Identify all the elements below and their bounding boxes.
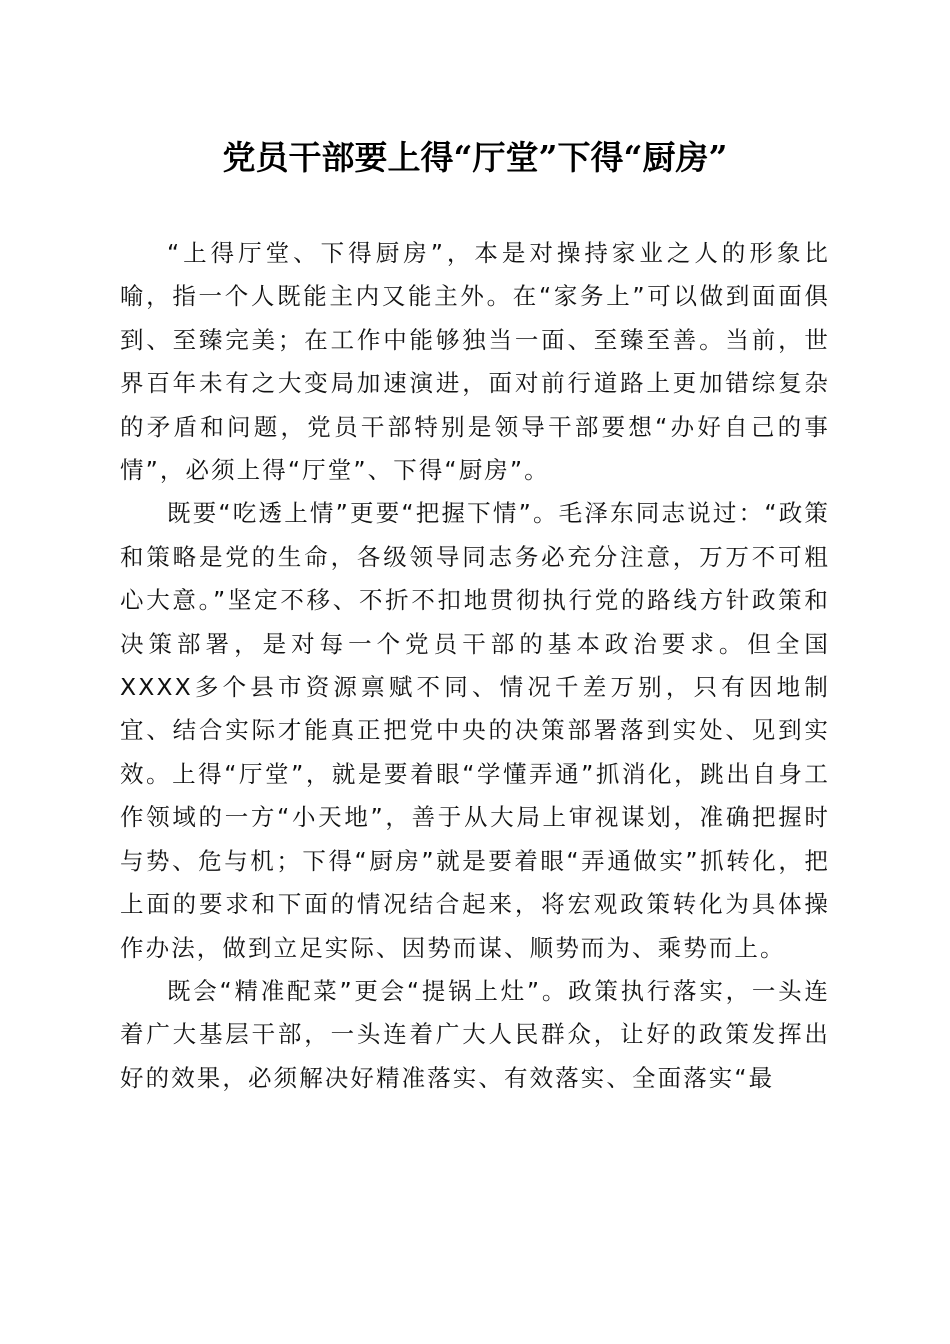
paragraph-1: “上得厅堂、下得厨房”，本是对操持家业之人的形象比喻，指一个人既能主内又能主外。在“家务上”可以做到面面俱到、至臻完美；在工作中能够独当一面、至臻至善。当前，世界百年未有之大变局加速演进，面对前行道路上更加错综复杂的矛盾和问题，党员干部特别是领导干部要想“办好自己的事情”，必须上得“厅堂”、下得“厨房”。 <box>120 239 830 485</box>
paragraph-2: 既要“吃透上情”更要“把握下情”。毛泽东同志说过：“政策和策略是党的生命，各级领导同志务必充分注意，万万不可粗心大意。”坚定不移、不折不扣地贯彻执行党的路线方针政策和决策部署，是对每一个党员干部的基本政治要求。但全国XXXX多个县市资源禀赋不同、情况千差万别，只有因地制宜、结合实际才能真正把党中央的决策部署落到实处、见到实效。上得“厅堂”，就是要着眼“学懂弄通”抓消化，跳出自身工作领域的一方“小天地”，善于从大局上审视谋划，准确把握时与势、危与机；下得“厨房”就是要着眼“弄通做实”抓转化，把上面的要求和下面的情况结合起来，将宏观政策转化为具体操作办法，做到立足实际、因势而谋、顺势而为、乘势而上。 <box>120 499 830 962</box>
document-body <box>120 232 830 1100</box>
document-title: 党员干部要上得“厅堂”下得“厨房” <box>222 138 728 177</box>
paragraph-3: 既会“精准配菜”更会“提锅上灶”。政策执行落实，一头连着广大基层干部，一头连着广大人民群众，让好的政策发挥出好的效果，必须解决好精准落实、有效落实、全面落实“最 <box>120 976 830 1092</box>
